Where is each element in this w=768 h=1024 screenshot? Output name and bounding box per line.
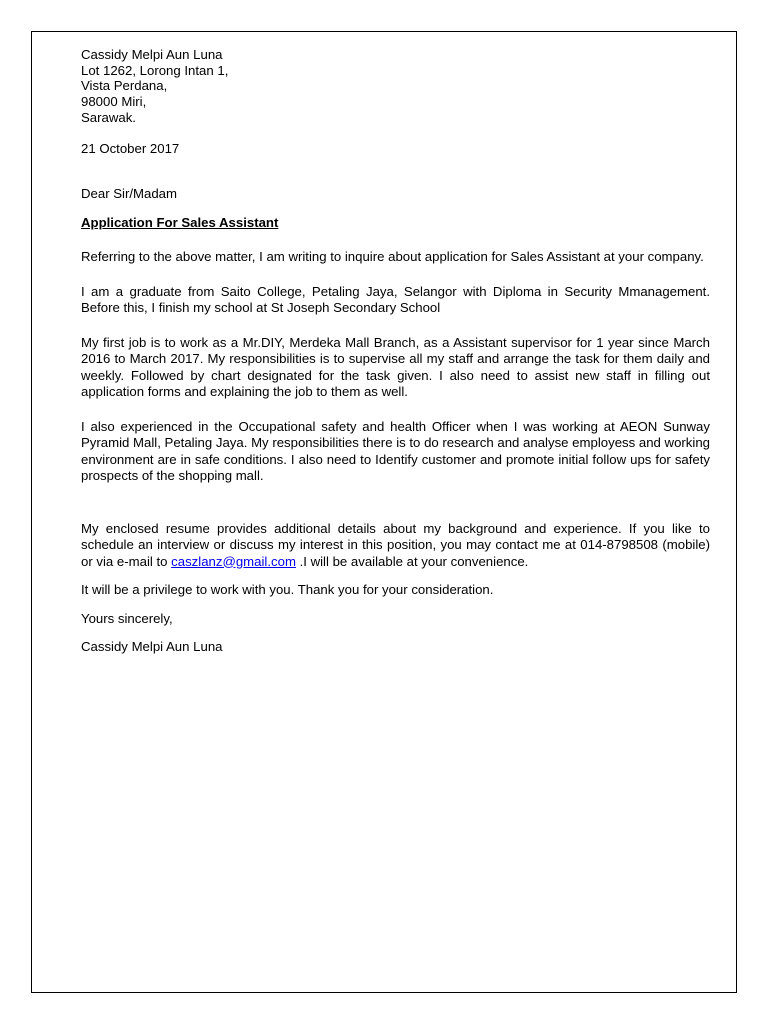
sender-name: Cassidy Melpi Aun Luna xyxy=(81,47,223,62)
paragraph-thanks: It will be a privilege to work with you. Thank you for your consideration. xyxy=(81,582,494,598)
paragraph-inquiry: Referring to the above matter, I am writing to inquire about application for Sales Assistant at your company. xyxy=(81,249,704,265)
paragraph-first-job: My first job is to work as a Mr.DIY, Merdeka Mall Branch, as a Assistant supervisor for 1 year since March 2016 to March 2017. My responsibilities is to supervise all my staff and arrange the task for them daily and weekly. Followed by chart designated for the task given. I also need to assist new staff in filling out application forms and explaining the job to them as well. xyxy=(81,334,710,400)
email-link[interactable]: caszlanz@gmail.com xyxy=(171,553,296,569)
paragraph-experience: I also experienced in the Occupational safety and health Officer when I was working at AEON Sunway Pyramid Mall, Petaling Jaya. My responsibilities there is to do research and analyse employess and working environment are in safe conditions. I also need to Identify customer and promote initial follow ups for safety prospects of the shopping mall. xyxy=(81,418,710,484)
signature-name: Cassidy Melpi Aun Luna xyxy=(81,639,223,655)
closing: Yours sincerely, xyxy=(81,610,173,626)
contact-text-before: My enclosed resume provides additional details about my background and experience. If you like to schedule an interview or discuss my interest in this position, you may contact me at 014-8798508 (mobile) or via e-mail to xyxy=(81,520,710,569)
paragraph-education: I am a graduate from Saito College, Petaling Jaya, Selangor with Diploma in Security Mmanagement. Before this, I finish my school at St Joseph Secondary School xyxy=(81,283,710,316)
address-line-1: Lot 1262, Lorong Intan 1, xyxy=(81,62,229,78)
address-line-3: 98000 Miri, xyxy=(81,94,147,110)
address-line-2: Vista Perdana, xyxy=(81,78,168,94)
letter-body xyxy=(81,47,710,656)
letter-date: 21 October 2017 xyxy=(81,140,180,156)
sender-address-block xyxy=(81,47,710,126)
salutation: Dear Sir/Madam xyxy=(81,186,178,202)
subject-line: Application For Sales Assistant xyxy=(81,214,279,230)
address-line-4: Sarawak. xyxy=(81,109,136,125)
paragraph-contact xyxy=(81,521,710,571)
contact-text-after: .I will be available at your convenience. xyxy=(295,553,529,569)
